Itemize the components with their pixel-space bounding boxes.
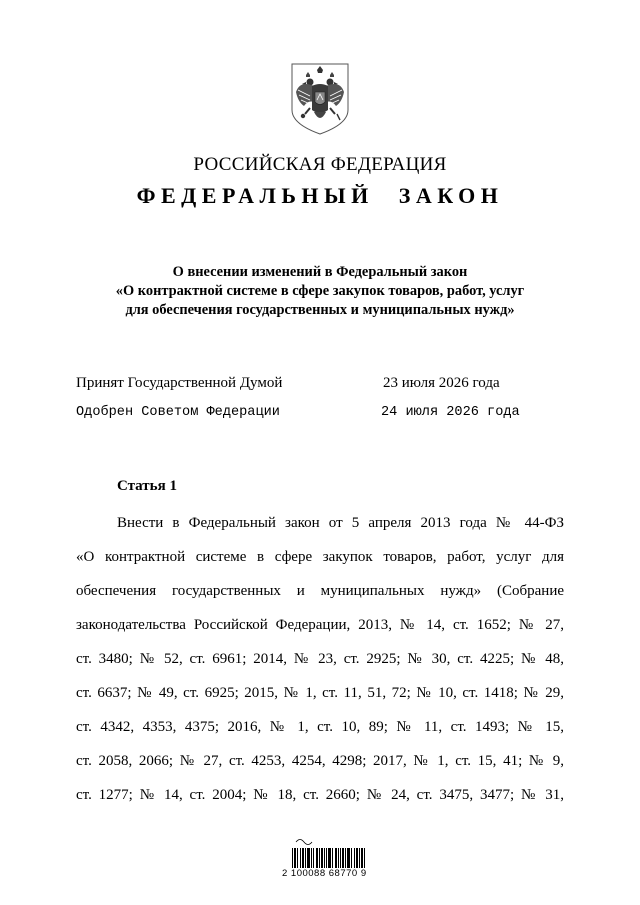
- law-title-line: для обеспечения государственных и муниципальных нужд»: [125, 302, 515, 318]
- article-text-line: ст. 6637; № 49, ст. 6925; 2015, № 1, ст. 11, 51, 72; № 10, ст. 1418; № 29,: [76, 685, 564, 701]
- article-heading: Статья 1: [117, 478, 177, 494]
- article-text-line: ст. 2058, 2066; № 27, ст. 4253, 4254, 4298; 2017, № 1, ст. 15, 41; № 9,: [76, 753, 564, 769]
- law-title: [60, 263, 580, 320]
- country-name: РОССИЙСКАЯ ФЕДЕРАЦИЯ: [193, 154, 447, 175]
- council-approval-date: 24 июля 2026 года: [381, 405, 520, 420]
- council-approval-label: Одобрен Советом Федерации: [76, 405, 280, 420]
- coat-of-arms-icon: [288, 62, 352, 136]
- article-text-line: законодательства Российской Федерации, 2013, № 14, ст. 1652; № 27,: [76, 617, 564, 633]
- duma-adoption-date: 23 июля 2026 года: [383, 375, 500, 391]
- article-text-line: «О контрактной системе в сфере закупок товаров, работ, услуг для: [76, 549, 564, 565]
- duma-adoption-label: Принят Государственной Думой: [76, 375, 283, 391]
- article-text-line: обеспечения государственных и муниципальных нужд» (Собрание: [76, 583, 564, 599]
- article-text-line: ст. 3480; № 52, ст. 6961; 2014, № 23, ст. 2925; № 30, ст. 4225; № 48,: [76, 651, 564, 667]
- document-type: ФЕДЕРАЛЬНЫЙ ЗАКОН: [136, 183, 504, 208]
- law-title-line: О внесении изменений в Федеральный закон: [172, 264, 468, 280]
- law-title-line: «О контрактной системе в сфере закупок товаров, работ, услуг: [115, 283, 525, 299]
- article-text-line: ст. 1277; № 14, ст. 2004; № 18, ст. 2660; № 24, ст. 3475, 3477; № 31,: [76, 787, 564, 803]
- barcode-number: 2 100088 68770 9: [282, 868, 367, 879]
- article-text-line: ст. 4342, 4353, 4375; 2016, № 1, ст. 10, 89; № 11, ст. 1493; № 15,: [76, 719, 564, 735]
- article-text-line: Внести в Федеральный закон от 5 апреля 2013 года № 44-ФЗ: [117, 515, 564, 531]
